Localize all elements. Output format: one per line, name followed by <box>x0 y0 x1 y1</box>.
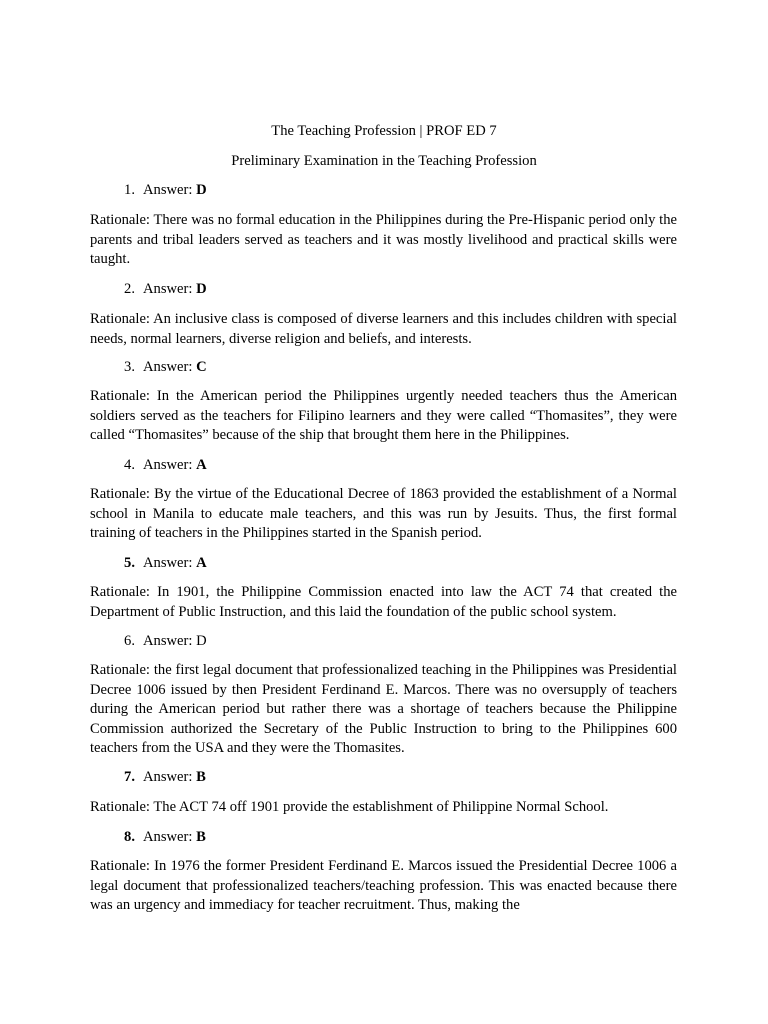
item-number: 8. <box>124 829 135 845</box>
rationale-6: Rationale: the first legal document that professionalized teaching in the Philippines was Presidential Decree 1006 issued by then President Ferdinand E. Marcos. There was no oversupply of teachers during the American period but rather there was a shortage of teachers because the Philippine Commission authorized the Secretary of the Public Instruction to bring to the Philippines 600 teachers from the USA and they were the Thomasites. <box>90 662 677 756</box>
answer-value: A <box>196 457 207 473</box>
rationale-3: Rationale: In the American period the Philippines urgently needed teachers thus the American soldiers served as the teachers for Filipino learners and they were called “Thomasites”, they were called “Thomasites” because of the ship that brought them here in the Philippines. <box>90 388 677 443</box>
item-number: 3. <box>124 359 135 375</box>
answer-value: D <box>196 281 207 297</box>
item-number: 7. <box>124 769 135 785</box>
answer-value: D <box>196 633 207 649</box>
rationale-5: Rationale: In 1901, the Philippine Commission enacted into law the ACT 74 that created the Department of Public Instruction, and this laid the foundation of the public school system. <box>90 584 677 620</box>
answer-value: B <box>196 769 206 785</box>
answer-label: Answer: <box>143 769 193 785</box>
answer-value: D <box>196 182 207 198</box>
answer-label: Answer: <box>143 457 193 473</box>
answer-line-2 <box>113 280 207 300</box>
answer-line-7 <box>113 768 206 788</box>
answer-line-3 <box>113 358 207 378</box>
answer-line-4 <box>113 456 207 476</box>
answer-value: B <box>196 829 206 845</box>
item-number: 2. <box>124 281 135 297</box>
answer-label: Answer: <box>143 359 193 375</box>
answer-label: Answer: <box>143 829 193 845</box>
item-number: 4. <box>124 457 135 473</box>
answer-label: Answer: <box>143 555 193 571</box>
answer-line-1 <box>113 181 207 201</box>
rationale-7: Rationale: The ACT 74 off 1901 provide the establishment of Philippine Normal School. <box>90 799 609 815</box>
answer-label: Answer: <box>143 182 193 198</box>
rationale-2: Rationale: An inclusive class is composed of diverse learners and this includes children with special needs, normal learners, diverse religion and beliefs, and interests. <box>90 311 677 347</box>
document-subtitle: Preliminary Examination in the Teaching Profession <box>231 153 537 169</box>
answer-label: Answer: <box>143 281 193 297</box>
item-number: 6. <box>124 633 135 649</box>
answer-line-5 <box>113 554 207 574</box>
answer-label: Answer: <box>143 633 193 649</box>
answer-value: C <box>196 359 207 375</box>
item-number: 5. <box>124 555 135 571</box>
answer-value: A <box>196 555 207 571</box>
rationale-8: Rationale: In 1976 the former President Ferdinand E. Marcos issued the Presidential Decree 1006 a legal document that professionalized teachers/teaching profession. This was enacted because there was an urgency and immediacy for teacher recruitment. Thus, making the <box>90 858 677 913</box>
item-number: 1. <box>124 182 135 198</box>
rationale-1: Rationale: There was no formal education in the Philippines during the Pre-Hispanic period only the parents and tribal leaders served as teachers and it was mostly livelihood and practical skills were taught. <box>90 212 677 267</box>
answer-line-6 <box>113 632 207 652</box>
rationale-4: Rationale: By the virtue of the Educational Decree of 1863 provided the establishment of a Normal school in Manila to educate male teachers, and this was run by Jesuits. Thus, the first formal training of teachers in the Philippines started in the Spanish period. <box>90 486 677 541</box>
document-header: The Teaching Profession | PROF ED 7 <box>271 123 497 139</box>
answer-line-8 <box>113 828 206 848</box>
